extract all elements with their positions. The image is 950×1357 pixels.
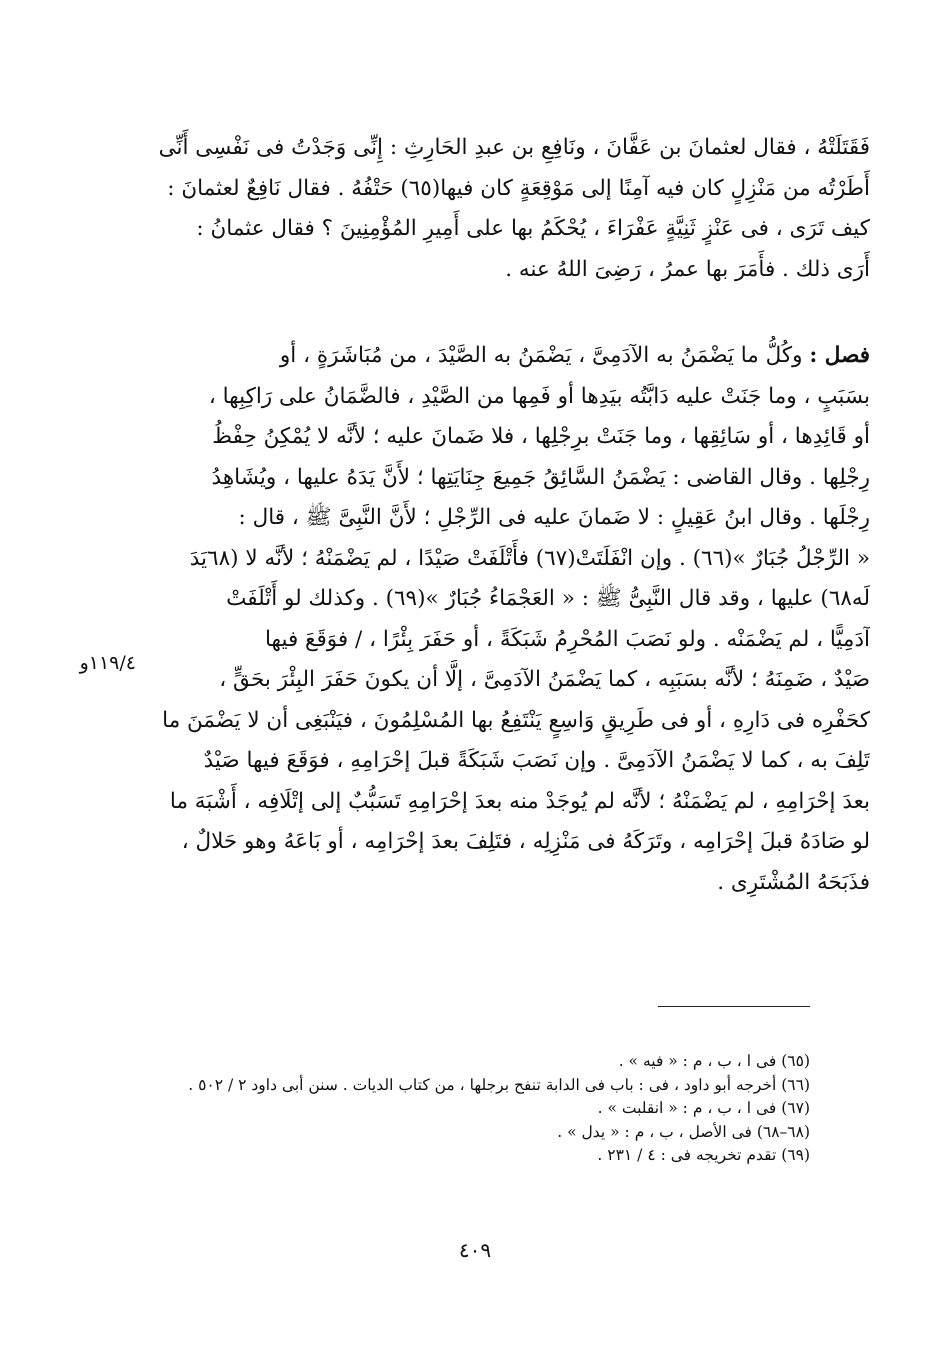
text-line: كحَفْرِه فى دَارِهِ ، أو فى طَرِيقٍ وَاسِعٍ يَنْتَفِعُ بها المُسْلِمُونَ ، فيَنْبَغِى أن لا يَضْمَنَ ما bbox=[162, 707, 870, 733]
footnote: (٦٥) فى ا ، ب ، م : « فيه » . bbox=[618, 1052, 810, 1070]
text-line: كيف تَرَى ، فى عَنْزٍ ثَنِيَّةٍ عَفْرَاءَ ، يُحْكَمُ بها على أَمِيرِ المُؤْمِنِينَ ؟ فقال عثمانُ : bbox=[196, 216, 870, 241]
text-line: صَيْدٌ ، ضَمِنَهُ ؛ لأنَّه بسَبَبِه ، كما يَضْمَنُ الآدَمِىَّ ، إلَّا أن يكونَ حَفَرَ البِئْرَ بحَقٍّ ، bbox=[219, 667, 870, 692]
text-line: فَقَتَلَتْهُ ، فقال لعثمانَ بن عَفَّانَ ، ونَافِعِ بن عبدِ الحَارِثِ : إِنِّى وَجَدْتُ فى نَفْسِى أَنِّى bbox=[158, 135, 870, 160]
footnotes bbox=[120, 1050, 810, 1168]
text-line: لو صَادَهُ قبلَ إحْرَامِه ، وتَرَكَهُ فى مَنْزِلِه ، فتَلِفَ بعدَ إحْرَامِه ، أو بَاعَهُ وهو حَلالٌ ، bbox=[181, 829, 870, 854]
text-line: أو قَائِدِها ، أو سَائِقِها ، وما جَنَتْ برِجْلِها ، فلا ضَمانَ عليه ؛ لأنَّه لا يُمْكِنُ حِفْظُ bbox=[212, 424, 870, 449]
text-line: رِجْلَها . وقال ابنُ عَقِيلٍ : لا ضَمانَ عليه فى الرِّجْلِ ؛ لأَنَّ النَّبِىَّ ﷺ ، قال : bbox=[238, 505, 870, 530]
footnote: (٦٧) فى ا ، ب ، م : « انقلبت » . bbox=[597, 1099, 810, 1117]
text-line: تَلِفَ به ، كما لا يَضْمَنُ الآدَمِىَّ . وإن نَصَبَ شَبَكَةً قبلَ إحْرَامِهِ ، فوَقَعَ فيها صَيْدٌ bbox=[203, 748, 870, 773]
paragraph-1 bbox=[150, 128, 870, 290]
footnote-separator bbox=[658, 1006, 810, 1007]
footnote: (٦٦) أخرجه أبو داود ، فى : باب فى الدابة تنفح برجلها ، من كتاب الديات . سنن أبى داود ٢ / ٥٠٢ . bbox=[188, 1075, 810, 1094]
text-line: بعدَ إحْرَامِهِ ، لم يَضْمَنْهُ ؛ لأنَّه لم يُوجَدْ منه بعدَ إحْرَامِهِ تَسَبُّبٌ إلى إتْلَافِه ، أَشْبَهَ ما bbox=[169, 788, 870, 814]
text-line: « الرِّجْلُ جُبَارٌ »(٦٦) . وإن انْفَلَتَتْ(٦٧) فأَتْلَفَتْ صَيْدًا ، لم يَضْمَنْهُ ؛ لأنَّه لا (٦٨يَدَ bbox=[189, 545, 870, 571]
footnote: (٦٨–٦٨) فى الأصل ، ب ، م : « يدل » . bbox=[557, 1122, 810, 1141]
text-line: أَرَى ذلك . فأَمَرَ بها عمرُ ، رَضِىَ اللهُ عنه . bbox=[505, 256, 870, 282]
section-first-line-text: وكُلُّ ما يَضْمَنُ به الآدَمِىَّ ، يَضْمَنُ به الصَّيْدَ ، من مُبَاشَرَةٍ ، أو bbox=[279, 343, 810, 368]
text-line: لَه٦٨) عليها ، وقد قال النَّبِىُّ ﷺ : « العَجْمَاءُ جُبَارٌ »(٦٩) . وكذلك لو أَتْلَفَتْ bbox=[226, 586, 870, 611]
text-line: أَطَرْتُه من مَنْزِلٍ كان فيه آمِنًا إلى مَوْقِعَةٍ كان فيها(٦٥) حَتْفُهُ . فقال نَافِعٌ لعثمانَ : bbox=[167, 175, 870, 201]
text-line: آدَمِيًّا ، لم يَضْمَنْه . ولو نَصَبَ المُحْرِمُ شَبَكَةً ، أو حَفَرَ بِئْرًا ، / فوَقَعَ فيها bbox=[265, 626, 870, 652]
footnote: (٦٩) تقدم تخريجه فى : ٤ / ٢٣١ . bbox=[597, 1146, 810, 1164]
section-paragraph bbox=[150, 336, 870, 903]
text-line: فذَبَحَهُ المُشْتَرِى . bbox=[717, 869, 870, 895]
section-first-line bbox=[150, 336, 870, 377]
margin-folio-note: ١١٩/٤و bbox=[79, 652, 136, 674]
text-line: رِجْلِها . وقال القاضى : يَضْمَنُ السَّائِقُ جَمِيعَ جِنَايَتِها ؛ لأَنَّ يَدَهُ عليها ، ويُشَاهِدُ bbox=[211, 464, 870, 490]
section-heading: فصل : bbox=[809, 343, 870, 368]
page-number: ٤٠٩ bbox=[458, 1238, 492, 1262]
text-line: بسَبَبٍ ، وما جَنَتْ عليه دَابَّتُه بيَدِها أو فَمِها من الصَّيْدِ ، فالضَّمَانُ على رَاكِبِها ، bbox=[208, 383, 870, 409]
